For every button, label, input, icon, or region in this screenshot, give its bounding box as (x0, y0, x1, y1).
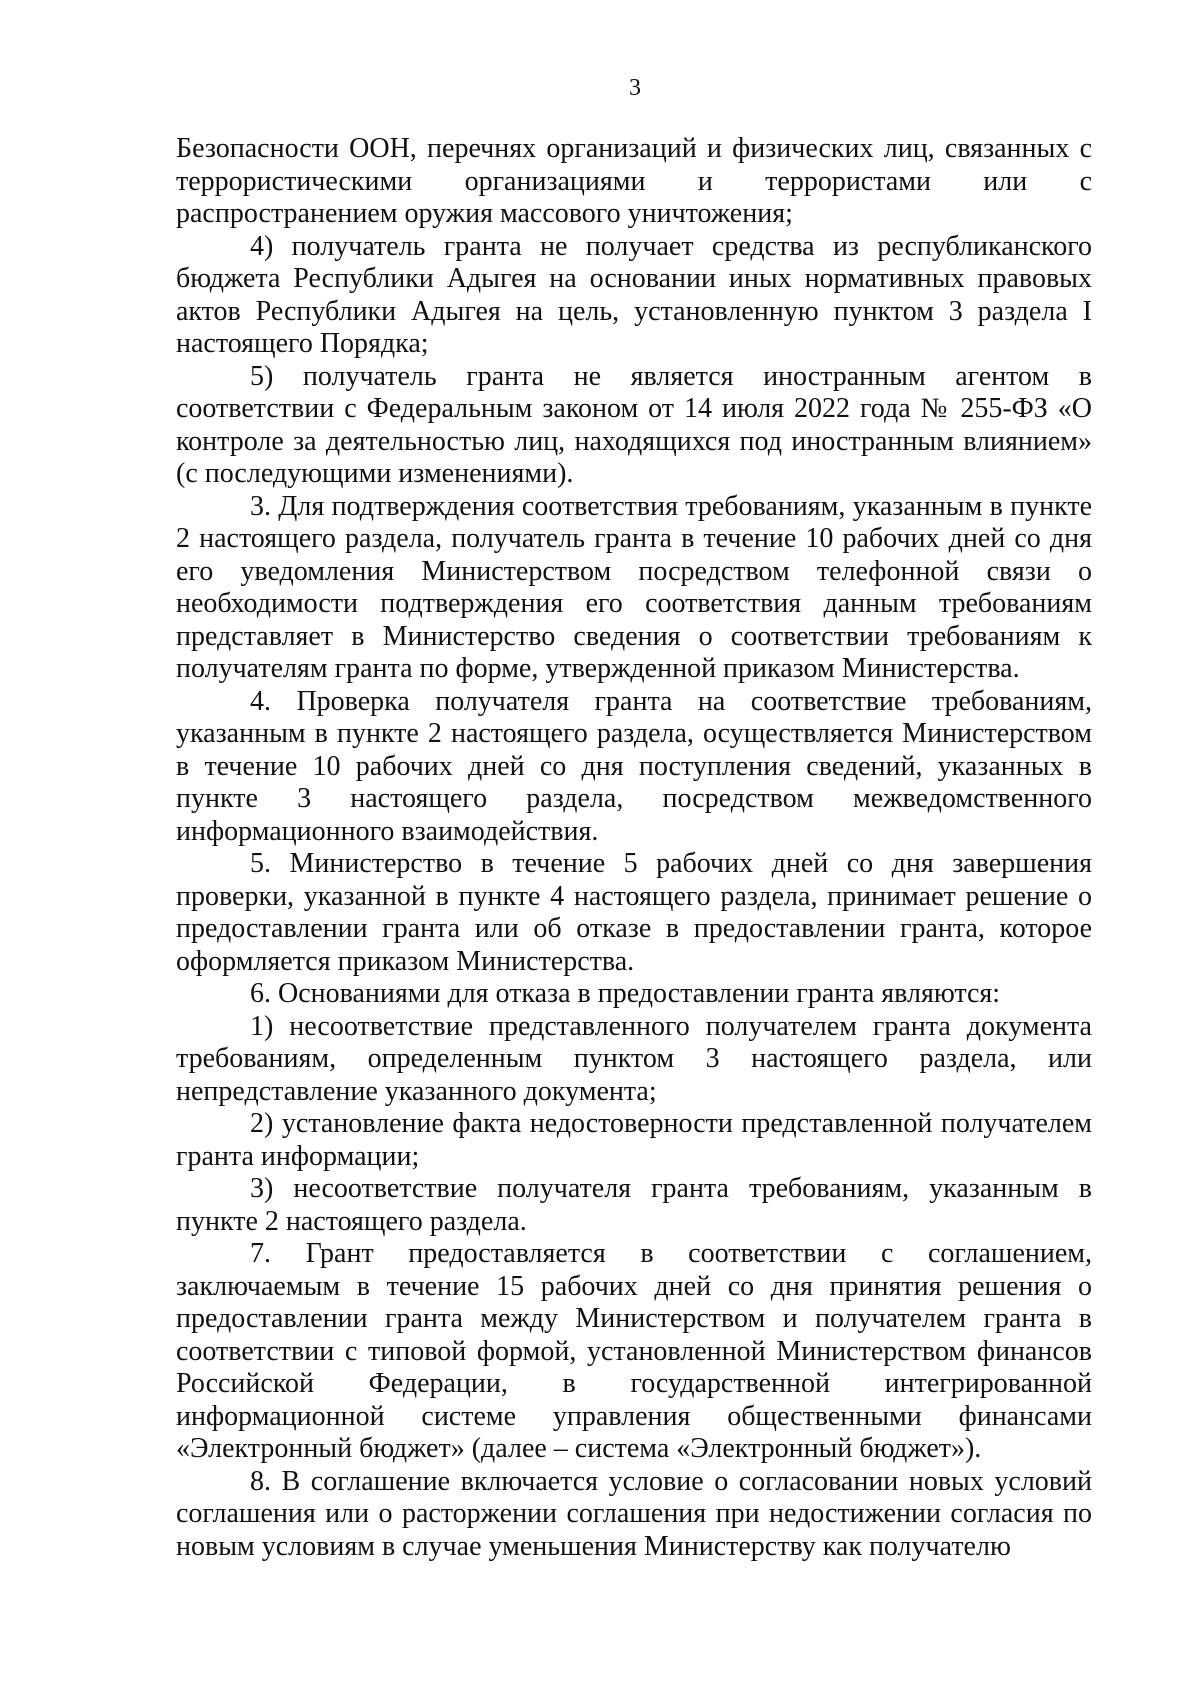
paragraph: 3) несоответствие получателя гранта требованиям, указанным в пункте 2 настоящего раздела. (176, 1173, 1092, 1237)
page-number: 3 (629, 75, 641, 101)
paragraph: 4) получатель гранта не получает средства из республиканского бюджета Республики Адыгея на основании иных нормативных правовых актов Республики Адыгея на цель, установленную пунктом 3 раздела I настоящего Порядка; (176, 230, 1092, 359)
paragraph: 5) получатель гранта не является иностранным агентом в соответствии с Федеральным законом от 14 июля 2022 года № 255-ФЗ «О контроле за деятельностью лиц, находящихся под иностранным влиянием» (с последующими изменениями). (176, 360, 1092, 489)
paragraph: 6. Основаниями для отказа в предоставлении гранта являются: (250, 978, 1001, 1009)
paragraph: Безопасности ООН, перечнях организаций и физических лиц, связанных с террористическими организациями и террористами или с распространением оружия массового уничтожения; (176, 133, 1092, 229)
paragraph: 4. Проверка получателя гранта на соответствие требованиям, указанным в пункте 2 настоящего раздела, осуществляется Министерством в течение 10 рабочих дней со дня поступления сведений, указанных в пункте 3 настоящего раздела, посредством межведомственного информационного взаимодействия. (176, 685, 1092, 847)
paragraph: 3. Для подтверждения соответствия требованиям, указанным в пункте 2 настоящего раздела, получатель гранта в течение 10 рабочих дней со дня его уведомления Министерством посредством телефонной связи о необходимости подтверждения его соответствия данным требованиям представляет в Министерство сведения о соответствии требованиям к получателям гранта по форме, утвержденной приказом Министерства. (176, 490, 1092, 684)
paragraph: 5. Министерство в течение 5 рабочих дней со дня завершения проверки, указанной в пункте 4 настоящего раздела, принимает решение о предоставлении гранта или об отказе в предоставлении гранта, которое оформляется приказом Министерства. (176, 848, 1092, 977)
paragraph: 2) установление факта недостоверности представленной получателем гранта информации; (176, 1108, 1092, 1172)
paragraph: 8. В соглашение включается условие о согласовании новых условий соглашения или о расторжении соглашения при недостижении согласия по новым условиям в случае уменьшения Министерству как получателю (176, 1465, 1092, 1562)
document-body (176, 133, 1092, 1563)
paragraph: 1) несоответствие представленного получателем гранта документа требованиям, определенным пунктом 3 настоящего раздела, или непредставление указанного документа; (176, 1010, 1092, 1107)
paragraph: 7. Грант предоставляется в соответствии с соглашением, заключаемым в течение 15 рабочих дней со дня принятия решения о предоставлении гранта между Министерством и получателем гранта в соответствии с типовой формой, установленной Министерством финансов Российской Федерации, в государственной интегрированной информационной системе управления общественными финансами «Электронный бюджет» (далее – система «Электронный бюджет»). (176, 1238, 1092, 1464)
